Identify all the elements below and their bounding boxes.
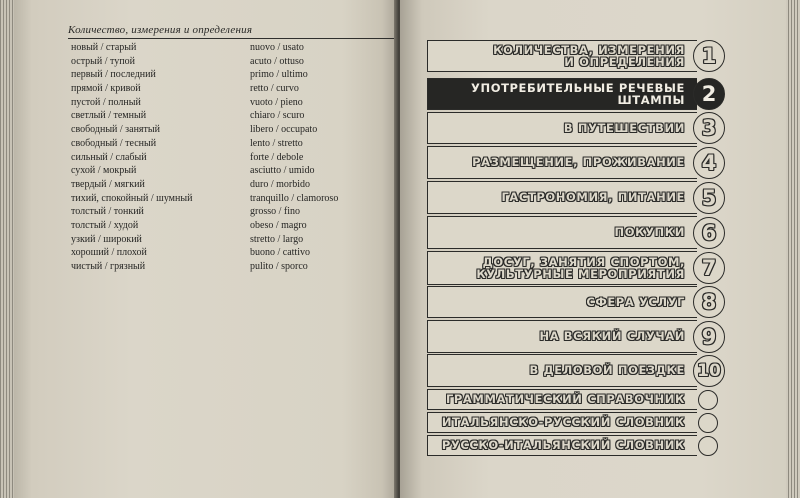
chapter-tab[interactable] <box>427 354 697 387</box>
russian-word-pair: узкий / широкий <box>71 233 142 245</box>
chapter-number-badge <box>698 390 718 410</box>
russian-word-pair: хороший / плохой <box>71 247 147 259</box>
russian-word-pair: сухой / мокрый <box>71 165 137 177</box>
russian-word-pair: новый / старый <box>71 42 137 53</box>
russian-word-pair: прямой / кривой <box>71 83 141 95</box>
italian-word-pair: retto / curvo <box>250 83 299 95</box>
chapter-tab-label: РАЗМЕЩЕНИЕ, ПРОЖИВАНИЕ <box>472 155 685 170</box>
chapter-tab[interactable] <box>427 389 697 410</box>
russian-word-pair: толстый / тонкий <box>71 206 144 218</box>
chapter-tab-label: НА ВСЯКИЙ СЛУЧАЙ <box>539 329 685 344</box>
russian-word-pair: толстый / худой <box>71 219 139 231</box>
chapter-number-badge <box>698 436 718 456</box>
italian-word-pair: grosso / fino <box>250 206 300 218</box>
italian-word-pair: forte / debole <box>250 151 304 163</box>
russian-word-pair: свободный / занятый <box>71 124 160 136</box>
left-page-edges <box>0 0 14 498</box>
chapter-number-badge: 8 <box>693 286 725 318</box>
italian-word-pair: libero / occupato <box>250 124 318 136</box>
chapter-tab[interactable] <box>427 216 697 249</box>
italian-word-pair: asciutto / umido <box>250 165 315 177</box>
chapter-tab-label: РУССКО-ИТАЛЬЯНСКИЙ СЛОВНИК <box>441 438 685 453</box>
russian-word-pair: тихий, спокойный / шумный <box>71 192 193 204</box>
italian-word-pair: tranquillo / clamoroso <box>250 192 339 204</box>
chapter-number-badge: 6 <box>693 217 725 249</box>
chapter-number-badge: 7 <box>693 252 725 284</box>
chapter-tab-label: ГАСТРОНОМИЯ, ПИТАНИЕ <box>501 190 685 205</box>
chapter-number-badge: 4 <box>693 147 725 179</box>
russian-word-pair: свободный / тесный <box>71 137 157 149</box>
italian-word-pair: pulito / sporco <box>250 261 308 272</box>
running-head: Количество, измерения и определения <box>68 24 253 36</box>
chapter-tab[interactable] <box>427 412 697 433</box>
chapter-number-badge: 2 <box>693 78 725 110</box>
italian-word-pair: buono / cattivo <box>250 247 310 259</box>
chapter-number-badge: 3 <box>693 112 725 144</box>
chapter-tab-label: КОЛИЧЕСТВА, ИЗМЕРЕНИЯ И ОПРЕДЕЛЕНИЯ <box>493 42 685 69</box>
chapter-tab-label: УПОТРЕБИТЕЛЬНЫЕ РЕЧЕВЫЕ ШТАМПЫ <box>471 80 685 107</box>
chapter-tab[interactable] <box>427 40 697 72</box>
chapter-tab[interactable] <box>427 320 697 353</box>
russian-word-pair: твердый / мягкий <box>71 178 145 190</box>
italian-word-pair: chiaro / scuro <box>250 110 305 122</box>
left-page <box>12 0 398 498</box>
chapter-number-badge: 1 <box>693 40 725 72</box>
chapter-tab[interactable] <box>427 286 697 318</box>
italian-word-pair: acuto / ottuso <box>250 55 304 67</box>
italian-word-pair: nuovo / usato <box>250 42 304 53</box>
chapter-number-badge <box>698 413 718 433</box>
chapter-tab-label: ДОСУГ, ЗАНЯТИЯ СПОРТОМ, КУЛЬТУРНЫЕ МЕРОПРИЯТИЯ <box>476 254 685 281</box>
chapter-tab-label: В ДЕЛОВОЙ ПОЕЗДКЕ <box>529 363 685 378</box>
italian-word-pair: duro / morbido <box>250 178 310 190</box>
italian-word-pair: stretto / largo <box>250 233 304 245</box>
chapter-tab[interactable] <box>427 146 697 179</box>
russian-word-pair: сильный / слабый <box>71 151 147 163</box>
head-rule <box>68 38 394 39</box>
russian-word-pair: пустой / полный <box>71 96 141 108</box>
chapter-tab[interactable] <box>427 251 697 285</box>
russian-word-pair: острый / тупой <box>71 55 135 67</box>
chapter-tab[interactable] <box>427 435 697 456</box>
italian-word-pair: vuoto / pieno <box>250 96 303 108</box>
chapter-tab-label: ПОКУПКИ <box>614 225 685 240</box>
chapter-tab-label: СФЕРА УСЛУГ <box>586 294 685 309</box>
italian-word-pair: lento / stretto <box>250 137 303 149</box>
chapter-tab-label: ГРАММАТИЧЕСКИЙ СПРАВОЧНИК <box>445 392 685 407</box>
chapter-tab[interactable] <box>427 181 697 214</box>
russian-word-pair: первый / последний <box>71 69 156 81</box>
chapter-tab[interactable] <box>427 78 697 110</box>
russian-word-pair: чистый / грязный <box>71 261 146 272</box>
chapter-tab-label: В ПУТЕШЕСТВИИ <box>563 120 685 135</box>
right-page-edges <box>786 0 800 498</box>
russian-word-pair: светлый / темный <box>71 110 147 122</box>
italian-word-pair: obeso / magro <box>250 219 307 231</box>
chapter-tab-label: ИТАЛЬЯНСКО-РУССКИЙ СЛОВНИК <box>441 415 685 430</box>
italian-word-pair: primo / ultimo <box>250 69 308 81</box>
chapter-tab[interactable] <box>427 112 697 144</box>
chapter-number-badge: 10 <box>693 355 725 387</box>
chapter-number-badge: 5 <box>693 182 725 214</box>
chapter-number-badge: 9 <box>693 321 725 353</box>
